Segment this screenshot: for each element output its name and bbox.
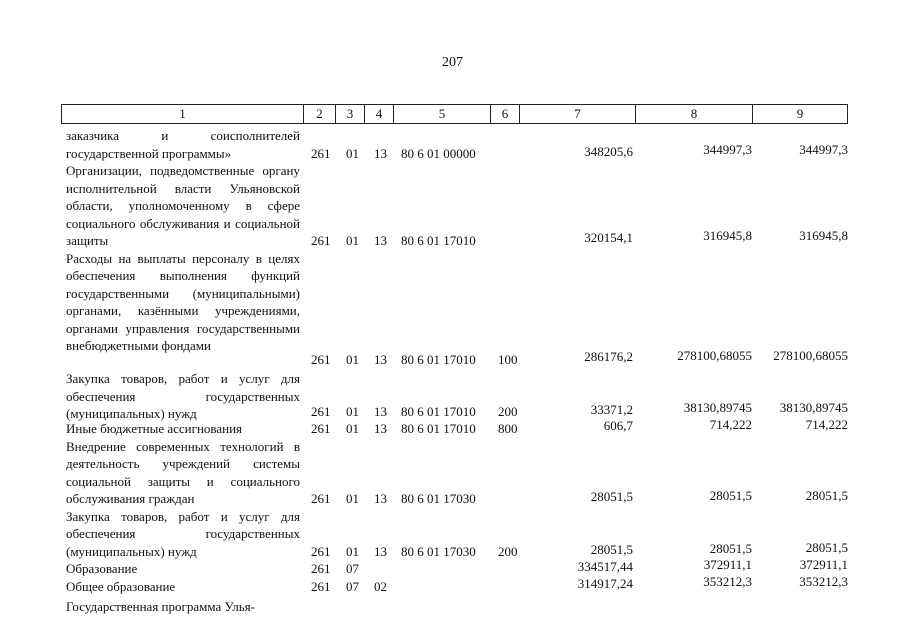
row-rz: 01	[346, 490, 359, 506]
row-ved: 261	[311, 561, 331, 576]
row-value-7: 348205,6	[584, 144, 633, 159]
header-col-9: 9	[796, 106, 804, 121]
row-name: Государственная программа Улья-	[66, 599, 255, 614]
page-number: 207	[442, 55, 463, 70]
row-value-9: 344997,3	[799, 142, 848, 157]
row-csr: 80 6 01 17010	[401, 233, 476, 248]
row-value-9: 316945,8	[799, 228, 848, 243]
row-pr: 13	[374, 351, 387, 367]
row-value-8: 278100,68055	[677, 347, 752, 363]
header-col-6: 6	[491, 105, 520, 123]
row-ved: 261	[311, 351, 331, 367]
row-csr: 80 6 01 17010	[401, 351, 476, 367]
row-name: Закупка товаров, работ и услуг для обеспечения государственных (муниципальных) нужд	[66, 508, 300, 559]
row-pr: 13	[374, 490, 387, 506]
row-value-7: 286176,2	[584, 348, 633, 364]
row-name: Образование	[66, 561, 138, 576]
row-value-7: 28051,5	[590, 541, 633, 557]
row-value-8: 372911,1	[703, 557, 752, 572]
row-name: Общее образование	[66, 578, 176, 594]
row-value-9: 372911,1	[799, 557, 848, 572]
row-ved: 261	[311, 421, 331, 436]
row-name: Закупка товаров, работ и услуг для обеспечения государственных (муниципальных) нужд	[66, 371, 300, 421]
row-vr: 200	[498, 404, 518, 419]
row-ved: 261	[311, 233, 331, 248]
header-col-7: 7	[520, 105, 636, 123]
header-col-3: 3	[336, 105, 365, 123]
row-value-9: 38130,89745	[779, 400, 848, 415]
row-ved: 261	[311, 578, 331, 594]
row-pr: 13	[374, 543, 387, 559]
row-pr: 13	[374, 404, 387, 419]
row-pr: 02	[374, 578, 387, 594]
row-vr: 200	[498, 543, 518, 559]
row-name: Иные бюджетные ассигнования	[66, 421, 243, 436]
row-ved: 261	[311, 490, 331, 506]
row-value-7: 314917,24	[577, 575, 633, 591]
row-rz: 01	[346, 421, 359, 436]
row-csr: 80 6 01 17030	[401, 490, 476, 506]
row-rz: 07	[346, 578, 359, 594]
row-value-9: 28051,5	[805, 539, 848, 555]
row-csr: 80 6 01 17010	[401, 404, 476, 419]
header-col-1: 1	[62, 105, 304, 123]
row-pr: 13	[374, 421, 387, 436]
row-value-8: 714,222	[709, 417, 752, 432]
row-value-7: 334517,44	[577, 559, 633, 574]
header-col-2: 2	[304, 105, 336, 123]
row-ved: 261	[311, 404, 331, 419]
row-value-8: 344997,3	[703, 142, 752, 157]
row-value-9: 278100,68055	[773, 347, 848, 363]
row-rz: 01	[346, 404, 359, 419]
header-col-4: 4	[365, 105, 394, 123]
row-csr: 80 6 01 17010	[401, 421, 476, 436]
row-rz: 01	[346, 351, 359, 367]
row-value-8: 316945,8	[703, 228, 752, 243]
row-ved: 261	[311, 543, 331, 559]
row-name: Внедрение современных технологий в деятельность учреждений системы социальной защиты и социального обслуживания граждан	[66, 438, 300, 506]
row-name: Расходы на выплаты персоналу в целях обеспечения выполнения функций государственными (муниципальными) органами, казёнными учреждениями, органами управления государственными внебюджетными фондами	[66, 250, 300, 353]
row-csr: 80 6 01 17030	[401, 543, 476, 559]
header-col-8: 8	[636, 105, 753, 123]
row-value-9: 353212,3	[799, 573, 848, 589]
row-pr: 13	[374, 233, 387, 248]
row-value-7: 606,7	[603, 418, 633, 433]
row-value-7: 320154,1	[584, 230, 633, 245]
row-value-7: 33371,2	[590, 402, 633, 417]
row-name: Организации, подведомственные органу исполнительной власти Ульяновской области, уполномоченному в сфере социального обслуживания и социальной защиты	[66, 163, 300, 248]
row-value-8: 28051,5	[709, 540, 752, 556]
row-value-8: 353212,3	[703, 573, 752, 589]
header-col-5: 5	[394, 105, 491, 123]
row-rz: 01	[346, 145, 359, 161]
row-rz: 07	[346, 561, 359, 576]
row-ved: 261	[311, 145, 331, 161]
row-value-9: 28051,5	[805, 487, 848, 503]
row-csr: 80 6 01 00000	[401, 145, 476, 161]
row-name: заказчика и соисполнителей государственной программы»	[66, 128, 300, 161]
row-rz: 01	[346, 543, 359, 559]
row-value-9: 714,222	[805, 417, 848, 432]
row-value-7: 28051,5	[590, 488, 633, 504]
row-pr: 13	[374, 145, 387, 161]
row-vr: 800	[498, 421, 518, 436]
row-value-8: 28051,5	[709, 487, 752, 503]
row-value-8: 38130,89745	[683, 400, 752, 415]
row-vr: 100	[498, 351, 518, 367]
row-rz: 01	[346, 233, 359, 248]
